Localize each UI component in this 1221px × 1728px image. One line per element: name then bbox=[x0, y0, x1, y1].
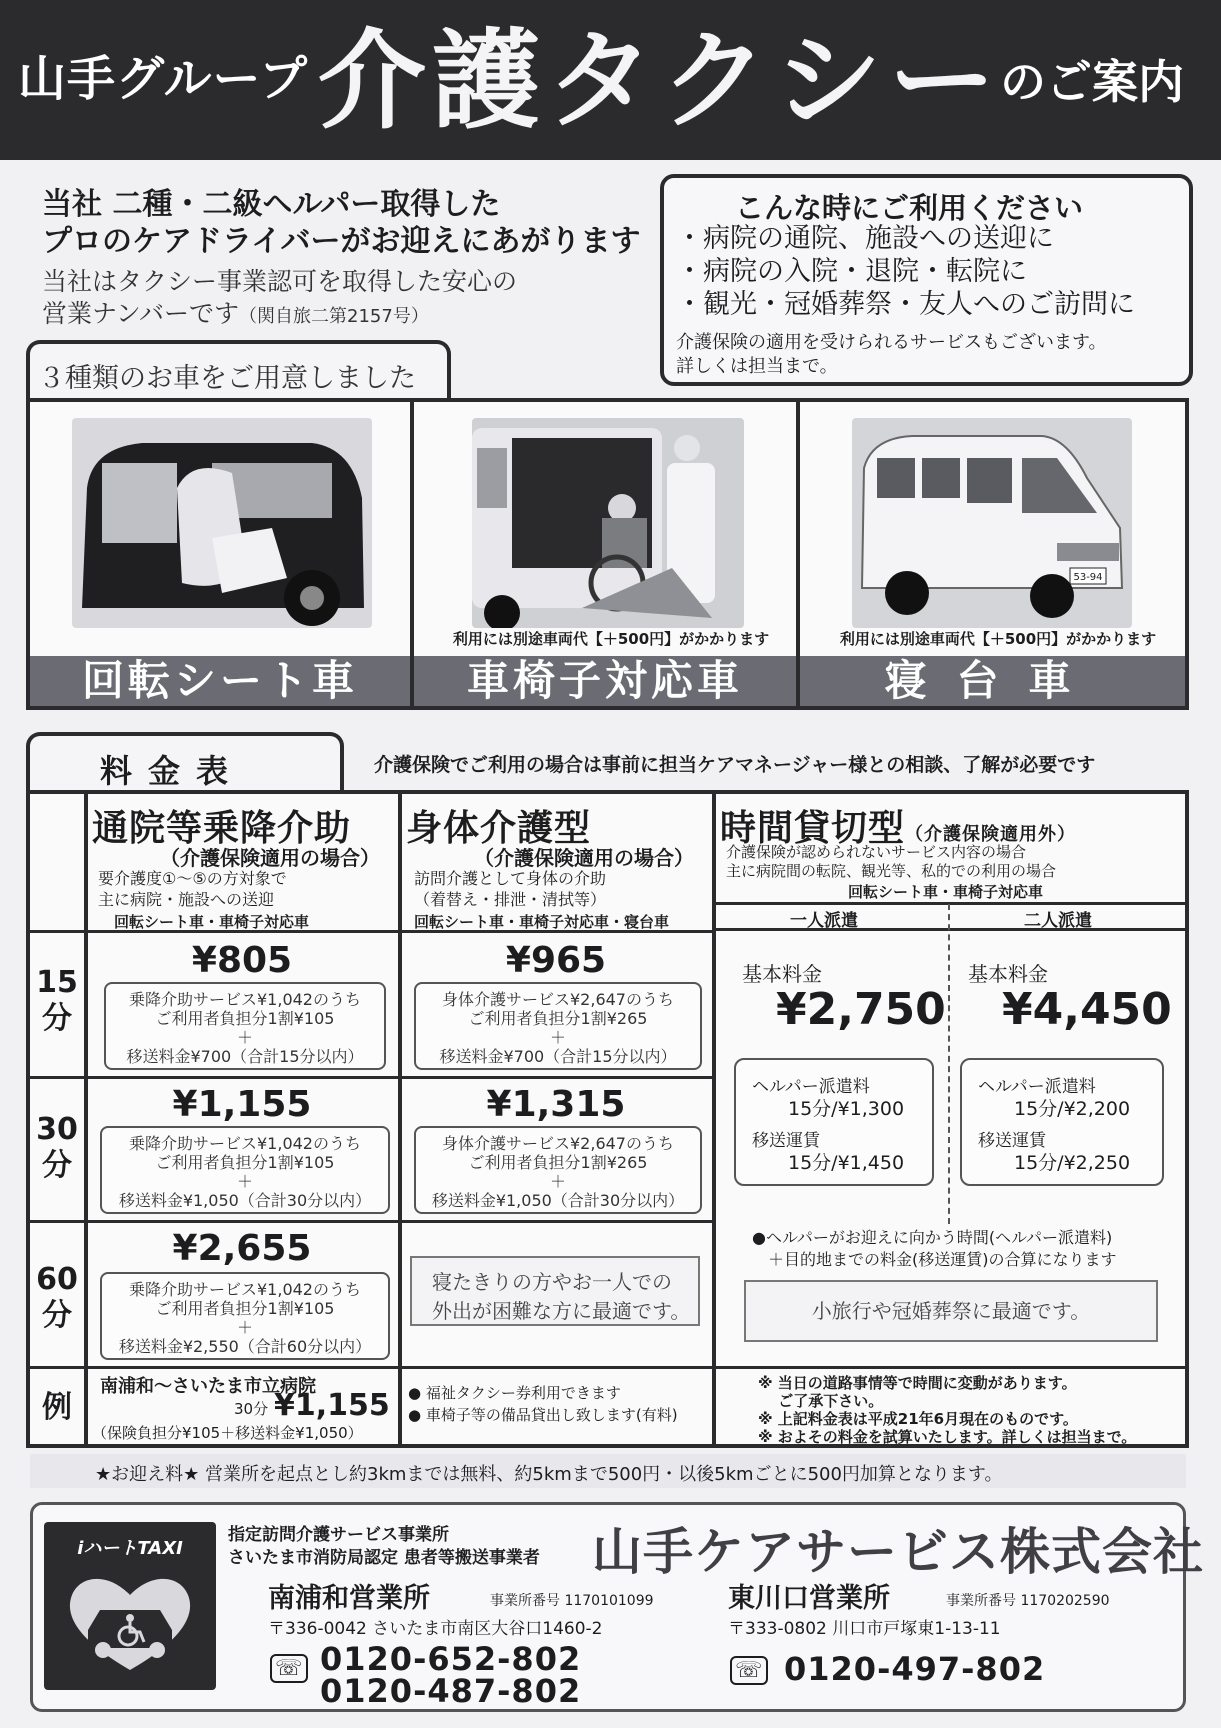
car-seat-illustration bbox=[72, 418, 372, 628]
footer-line-1: 指定訪問介護サービス事業所 bbox=[228, 1525, 449, 1545]
vehicles-tab-label: ３種類のお車をご用意しました bbox=[38, 363, 416, 394]
vehicle-note: 利用には別途車両代【＋500円】がかかります bbox=[452, 630, 770, 648]
plan3-col-double: 二人派遣 bbox=[1024, 911, 1092, 931]
footer-line-2: さいたま市消防局認定 患者等搬送事業者 bbox=[228, 1548, 540, 1568]
wheelchair-van-illustration bbox=[472, 418, 744, 628]
stretcher-van-photo bbox=[852, 418, 1132, 628]
heart-wheelchair-graphic bbox=[58, 1560, 202, 1680]
plan3-base-price-1: ¥2,750 bbox=[776, 984, 946, 1035]
detail-line: 身体介護サービス¥2,647のうち bbox=[442, 990, 674, 1009]
transport-fee-label: 移送運賃 bbox=[752, 1131, 820, 1151]
detail-line: ご利用者負担分1割¥105 bbox=[155, 1299, 335, 1318]
plan1-desc-1: 要介護度①〜⑤の方対象で bbox=[98, 869, 287, 888]
office1-name: 南浦和営業所 bbox=[268, 1583, 430, 1614]
plan1-detail-60 bbox=[100, 1272, 390, 1360]
detail-line: ＋ bbox=[549, 1172, 566, 1191]
office1-number: 事業所番号 1170101099 bbox=[490, 1593, 654, 1609]
detail-line: 移送料金¥700（合計15分以内） bbox=[126, 1047, 364, 1066]
office1-phone-1[interactable]: 0120-652-802 bbox=[320, 1640, 582, 1678]
vehicle-name-rotating-seat: 回転シート車 bbox=[30, 656, 410, 706]
vehicle-name-wheelchair: 車椅子対応車 bbox=[414, 656, 796, 706]
plan2-desc-2: （着替え・排泄・清拭等） bbox=[414, 890, 607, 909]
grid-line bbox=[714, 1366, 1186, 1369]
plan2-price-30: ¥1,315 bbox=[486, 1084, 626, 1125]
intro-text-2-main: 営業ナンバーです bbox=[42, 299, 240, 328]
helper-fee-label: ヘルパー派遣料 bbox=[752, 1077, 870, 1097]
example-route: 南浦和〜さいたま市立病院 bbox=[100, 1376, 316, 1397]
plan1-subtitle: （介護保険適用の場合） bbox=[160, 846, 380, 870]
plan3-explain-2: ＋目的地までの料金(移送運賃)の合算になります bbox=[768, 1250, 1117, 1269]
intro-headline-2: プロのケアドライバーがお迎えにあがります bbox=[42, 224, 641, 259]
plan3-subtitle: （介護保険適用外） bbox=[905, 824, 1077, 845]
detail-line: 移送料金¥2,550（合計60分以内） bbox=[118, 1337, 372, 1356]
rotating-seat-car-photo bbox=[72, 418, 372, 628]
license-number: （関自旅二第2157号） bbox=[239, 306, 429, 327]
heart-wheelchair-icon bbox=[58, 1560, 202, 1680]
usecase-title: こんな時にご利用ください bbox=[735, 191, 1084, 225]
plan3-desc-2: 主に病院間の転院、観光等、私的での利用の場合 bbox=[726, 862, 1057, 880]
plan2-vehicles: 回転シート車・車椅子対応車・寝台車 bbox=[414, 913, 670, 931]
freephone-icon: ☏ bbox=[270, 1654, 308, 1683]
detail-line: ご利用者負担分1割¥265 bbox=[468, 1153, 648, 1172]
vehicle-note: 利用には別途車両代【＋500円】がかかります bbox=[839, 630, 1157, 648]
intro-text-1: 当社はタクシー事業認可を取得した安心の bbox=[42, 267, 518, 296]
office2-phone-1[interactable]: 0120-497-802 bbox=[784, 1650, 1046, 1688]
plan2-title: 身体介護型 bbox=[406, 808, 592, 849]
plan1-title: 通院等乗降介助 bbox=[92, 808, 352, 849]
usecase-item: ・病院の通院、施設への送迎に bbox=[676, 223, 1054, 254]
office2-address: 〒333-0802 川口市戸塚東1-13-11 bbox=[728, 1619, 1001, 1639]
detail-line: ご利用者負担分1割¥265 bbox=[468, 1009, 648, 1028]
fee-table-tab-label: 料金表 bbox=[100, 752, 245, 790]
plan1-desc-2: 主に病院・施設への送迎 bbox=[98, 890, 275, 909]
plan3-base-label-2: 基本料金 bbox=[968, 962, 1048, 986]
plan2-subtitle: （介護保険適用の場合） bbox=[474, 846, 694, 870]
plan2-desc-1: 訪問介護として身体の介助 bbox=[414, 869, 607, 888]
detail-line: ご利用者負担分1割¥105 bbox=[155, 1153, 335, 1172]
fee-footnote: ※ 当日の道路事情等で時間に変動があります。 bbox=[758, 1374, 1077, 1392]
detail-line: 移送料金¥1,050（合計30分以内） bbox=[118, 1191, 372, 1210]
plan1-price-60: ¥2,655 bbox=[172, 1228, 312, 1269]
grid-line bbox=[714, 928, 1186, 931]
detail-line: ご利用者負担分1割¥105 bbox=[155, 1009, 335, 1028]
plan2-note-1: ● 福祉タクシー券利用できます bbox=[408, 1384, 621, 1402]
row-label-example: 例 bbox=[42, 1390, 72, 1425]
plan3-desc-1: 介護保険が認められないサービス内容の場合 bbox=[726, 843, 1027, 861]
header-group-name: 山手グループ bbox=[18, 51, 309, 107]
plan3-base-price-2: ¥4,450 bbox=[1002, 984, 1172, 1035]
row-label-30min: 30分 bbox=[36, 1112, 78, 1183]
office2-name: 東川口営業所 bbox=[728, 1583, 890, 1614]
van-plate-number: 53-94 bbox=[1073, 572, 1103, 583]
grid-line bbox=[712, 794, 716, 1444]
plan3-recommend-box: 小旅行や冠婚葬祭に最適です。 bbox=[744, 1280, 1158, 1342]
example-detail: （保険負担分¥105＋移送料金¥1,050） bbox=[92, 1424, 363, 1442]
detail-line: ＋ bbox=[236, 1028, 253, 1047]
plan3-base-label-1: 基本料金 bbox=[742, 962, 822, 986]
fee-footnote: ※ 上記料金表は平成21年6月現在のものです。 bbox=[758, 1410, 1078, 1428]
grid-line bbox=[30, 1220, 714, 1223]
plan2-recommend-box bbox=[410, 1256, 700, 1326]
usecase-item: ・観光・冠婚葬祭・友人へのご訪問に bbox=[676, 289, 1135, 320]
plan2-recommend-line: 外出が困難な方に最適です。 bbox=[432, 1299, 691, 1323]
grid-line bbox=[30, 1076, 714, 1079]
plan1-vehicles: 回転シート車・車椅子対応車 bbox=[114, 913, 310, 931]
usecase-note-1: 介護保険の適用を受けられるサービスもございます。 bbox=[676, 332, 1107, 353]
company-name: 山手ケアサービス株式会社 bbox=[592, 1523, 1204, 1581]
office1-phone-2[interactable]: 0120-487-802 bbox=[320, 1672, 582, 1710]
detail-line: ＋ bbox=[549, 1028, 566, 1047]
logo-text: iハートTAXI bbox=[77, 1538, 183, 1559]
plan3-title-text: 時間貸切型 bbox=[720, 808, 906, 849]
pickup-fee-text: ★お迎え料★ 営業所を起点とし約3kmまでは無料、約5kmまで500円・以後5kmごとに500円加算となります。 bbox=[95, 1464, 1003, 1485]
usecase-item: ・病院の入院・退院・転院に bbox=[676, 256, 1027, 287]
helper-fee-label: ヘルパー派遣料 bbox=[978, 1077, 1096, 1097]
row-label-60min: 60分 bbox=[36, 1262, 78, 1333]
transport-fee-2: 15分/¥2,250 bbox=[1014, 1152, 1131, 1174]
fee-table-note: 介護保険でご利用の場合は事前に担当ケアマネージャー様との相談、了解が必要です bbox=[374, 754, 1096, 776]
example-time: 30分 bbox=[234, 1400, 269, 1418]
header-suffix: のご案内 bbox=[1000, 55, 1184, 109]
office1-address: 〒336-0042 さいたま市南区大谷口1460-2 bbox=[268, 1619, 603, 1639]
helper-fee-2: 15分/¥2,200 bbox=[1014, 1098, 1131, 1120]
detail-line: 移送料金¥700（合計15分以内） bbox=[439, 1047, 677, 1066]
intro-text-2 bbox=[42, 298, 429, 333]
plan2-recommend-line: 寝たきりの方やお一人での bbox=[432, 1270, 672, 1294]
plan3-vehicles: 回転シート車・車椅子対応車 bbox=[848, 883, 1044, 901]
plan1-detail-15 bbox=[104, 982, 386, 1070]
fee-footnote: ※ およその料金を試算いたします。詳しくは担当まで。 bbox=[758, 1428, 1137, 1446]
helper-fee-1: 15分/¥1,300 bbox=[788, 1098, 905, 1120]
detail-line: 移送料金¥1,050（合計30分以内） bbox=[431, 1191, 685, 1210]
row-label-15min: 15分 bbox=[36, 965, 78, 1036]
vehicle-name-stretcher: 寝台車 bbox=[800, 656, 1185, 706]
plan1-price-30: ¥1,155 bbox=[172, 1084, 312, 1125]
header-title: 介護タクシー bbox=[318, 19, 1003, 144]
freephone-icon: ☏ bbox=[730, 1656, 768, 1685]
detail-line: 身体介護サービス¥2,647のうち bbox=[442, 1134, 674, 1153]
detail-line: 乗降介助サービス¥1,042のうち bbox=[129, 990, 361, 1009]
detail-line: 乗降介助サービス¥1,042のうち bbox=[129, 1280, 361, 1299]
plan3-explain-1: ●ヘルパーがお迎えに向かう時間(ヘルパー派遣料) bbox=[752, 1228, 1113, 1247]
transport-fee-label: 移送運賃 bbox=[978, 1131, 1046, 1151]
plan2-note-2: ● 車椅子等の備品貸出し致します(有料) bbox=[408, 1406, 678, 1424]
van-illustration bbox=[852, 418, 1132, 628]
detail-line: 乗降介助サービス¥1,042のうち bbox=[129, 1134, 361, 1153]
fee-footnote: ご了承下さい。 bbox=[758, 1392, 884, 1410]
detail-line: ＋ bbox=[236, 1172, 253, 1191]
office2-number: 事業所番号 1170202590 bbox=[946, 1593, 1110, 1609]
plan2-detail-15 bbox=[414, 982, 702, 1070]
transport-fee-1: 15分/¥1,450 bbox=[788, 1152, 905, 1174]
plan1-price-15: ¥805 bbox=[191, 940, 293, 981]
grid-line-dashed bbox=[948, 904, 950, 1224]
plan2-detail-30 bbox=[414, 1126, 702, 1214]
plan3-col-single: 一人派遣 bbox=[790, 911, 858, 931]
plan2-price-15: ¥965 bbox=[505, 940, 607, 981]
grid-line bbox=[714, 902, 1186, 905]
usecase-note-2: 詳しくは担当まで。 bbox=[676, 356, 838, 377]
grid-line bbox=[30, 1366, 714, 1369]
detail-line: ＋ bbox=[236, 1318, 253, 1337]
intro-headline-1: 当社 二種・二級ヘルパー取得した bbox=[42, 187, 501, 222]
example-price: ¥1,155 bbox=[274, 1388, 390, 1423]
wheelchair-van-photo bbox=[472, 418, 744, 628]
plan1-detail-30 bbox=[100, 1126, 390, 1214]
